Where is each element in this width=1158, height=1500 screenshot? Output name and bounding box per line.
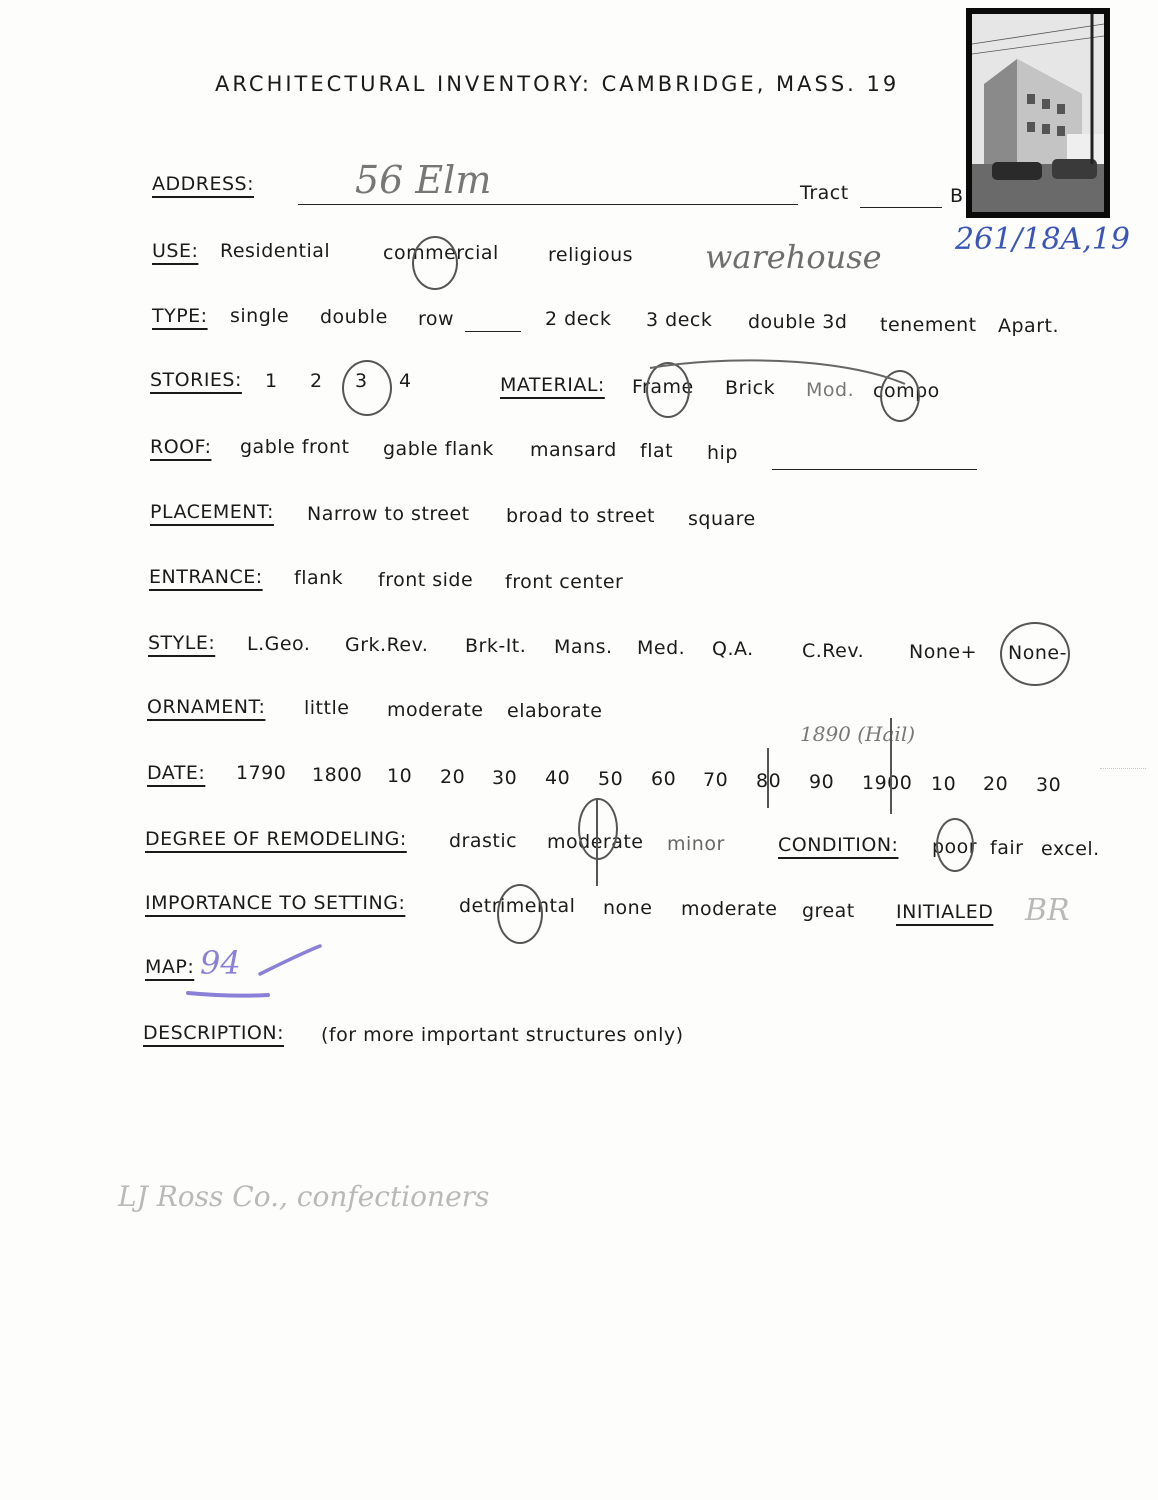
description-label: DESCRIPTION: xyxy=(143,1022,285,1044)
condition-option-poor: poor xyxy=(932,836,978,858)
stories-option-4: 4 xyxy=(399,370,412,392)
description-note: (for more important structures only) xyxy=(321,1024,684,1046)
roof-option-gable-flank: gable flank xyxy=(383,438,494,460)
style-option-l-geo: L.Geo. xyxy=(247,633,311,655)
importance-label: IMPORTANCE TO SETTING: xyxy=(145,892,406,914)
initialed-value: BR xyxy=(1025,893,1070,928)
style-label: STYLE: xyxy=(148,632,216,654)
date-annotation: 1890 (Hail) xyxy=(800,722,916,746)
roof-option-mansard: mansard xyxy=(530,439,617,461)
date-option-60: 60 xyxy=(651,768,677,790)
date-option-70: 70 xyxy=(703,769,729,791)
placement-label: PLACEMENT: xyxy=(150,501,274,523)
map-value: 94 xyxy=(200,944,241,982)
importance-circle-mark xyxy=(497,884,543,944)
initialed-label: INITIALED xyxy=(896,901,994,923)
address-line xyxy=(298,204,798,205)
date-mark-1890-start xyxy=(767,748,769,808)
type-option-tenement: tenement xyxy=(880,314,977,336)
type-option-single: single xyxy=(230,305,290,327)
type-option-2-deck: 2 deck xyxy=(545,308,612,330)
material-bracket-line xyxy=(640,356,920,396)
entrance-label: ENTRANCE: xyxy=(149,566,263,588)
condition-circle-mark xyxy=(936,818,974,872)
material-option-frame: Frame xyxy=(632,376,694,398)
style-option-mans: Mans. xyxy=(554,636,613,658)
stories-option-2: 2 xyxy=(310,370,323,392)
remodeling-circle-mark xyxy=(578,798,618,860)
address-value: 56 Elm xyxy=(355,158,492,202)
ornament-option-little: little xyxy=(304,697,350,719)
map-pen-strokes xyxy=(180,938,330,1002)
style-option-c-rev: C.Rev. xyxy=(802,640,865,662)
style-option-grk-rev: Grk.Rev. xyxy=(345,634,429,656)
roof-blank-line xyxy=(772,469,977,470)
date-option-20a: 20 xyxy=(440,766,466,788)
building-photo-image xyxy=(972,14,1104,212)
ornament-label: ORNAMENT: xyxy=(147,696,266,718)
style-option-brk-it: Brk-It. xyxy=(465,635,527,657)
remodeling-option-minor: minor xyxy=(667,833,725,855)
style-circle-mark xyxy=(1000,622,1070,686)
date-option-30a: 30 xyxy=(492,767,518,789)
placement-option-square: square xyxy=(688,508,756,530)
use-write-in: warehouse xyxy=(705,238,882,276)
use-label: USE: xyxy=(152,240,199,262)
stories-circle-mark xyxy=(342,360,392,416)
date-option-30b: 30 xyxy=(1036,774,1062,796)
type-option-row: row xyxy=(418,308,455,330)
remodeling-label: DEGREE OF REMODELING: xyxy=(145,828,407,850)
type-option-apart: Apart. xyxy=(998,315,1060,337)
importance-option-detrimental: detrimental xyxy=(459,895,576,917)
type-blank-line xyxy=(465,331,521,332)
condition-option-excel: excel. xyxy=(1041,838,1100,860)
b-label: B xyxy=(950,185,964,207)
stories-label: STORIES: xyxy=(150,369,242,391)
building-photo xyxy=(966,8,1110,218)
importance-option-none: none xyxy=(603,897,653,919)
roof-option-hip: hip xyxy=(707,442,738,464)
type-label: TYPE: xyxy=(152,305,208,327)
condition-label: CONDITION: xyxy=(778,834,899,856)
use-circle-mark xyxy=(412,236,458,290)
date-option-1800: 1800 xyxy=(312,764,363,786)
date-option-10b: 10 xyxy=(931,773,957,795)
date-option-80: 80 xyxy=(756,770,782,792)
importance-option-moderate: moderate xyxy=(681,898,778,920)
remodeling-strike-line xyxy=(596,798,598,886)
date-option-1900: 1900 xyxy=(862,772,913,794)
date-option-50: 50 xyxy=(598,768,624,790)
address-label: ADDRESS: xyxy=(152,173,254,195)
form-title: ARCHITECTURAL INVENTORY: CAMBRIDGE, MASS. 19 xyxy=(215,72,900,96)
type-option-double: double xyxy=(320,306,388,328)
entrance-option-front-center: front center xyxy=(505,571,624,593)
type-option-double-3d: double 3d xyxy=(748,311,848,333)
roof-option-flat: flat xyxy=(640,440,674,462)
material-label: MATERIAL: xyxy=(500,374,605,396)
paper-smudge xyxy=(1100,768,1146,777)
entrance-option-front-side: front side xyxy=(378,569,474,591)
importance-option-great: great xyxy=(802,900,855,922)
remodeling-option-moderate: moderate xyxy=(547,831,644,853)
use-option-commercial: commercial xyxy=(383,242,499,264)
date-option-1790: 1790 xyxy=(236,762,287,784)
roof-option-gable-front: gable front xyxy=(240,436,350,458)
placement-option-narrow: Narrow to street xyxy=(307,503,470,525)
type-option-3-deck: 3 deck xyxy=(646,309,713,331)
remodeling-option-drastic: drastic xyxy=(449,830,518,852)
date-option-40: 40 xyxy=(545,767,571,789)
handwritten-note: LJ Ross Co., confectioners xyxy=(118,1180,490,1213)
style-option-qa: Q.A. xyxy=(712,638,754,660)
use-option-residential: Residential xyxy=(220,240,331,262)
date-option-90: 90 xyxy=(809,771,835,793)
reference-number: 261/18A,19 xyxy=(955,222,1130,257)
tract-line xyxy=(860,207,942,208)
entrance-option-flank: flank xyxy=(294,567,344,589)
roof-label: ROOF: xyxy=(150,436,212,458)
style-option-none-plus: None+ xyxy=(909,641,977,663)
style-option-none-minus: None- xyxy=(1008,642,1067,664)
date-mark-1900 xyxy=(890,718,892,814)
material-option-mod: Mod. xyxy=(806,379,855,401)
date-label: DATE: xyxy=(147,762,206,784)
use-option-religious: religious xyxy=(548,244,634,266)
material-option-brick: Brick xyxy=(725,377,776,399)
ornament-option-moderate: moderate xyxy=(387,699,484,721)
stories-option-1: 1 xyxy=(265,370,278,392)
stories-option-3: 3 xyxy=(355,370,368,392)
style-option-med: Med. xyxy=(637,637,686,659)
condition-option-fair: fair xyxy=(990,837,1024,859)
ornament-option-elaborate: elaborate xyxy=(507,700,603,722)
placement-option-broad: broad to street xyxy=(506,505,656,527)
material-option-compo: compo xyxy=(873,380,940,402)
date-option-20b: 20 xyxy=(983,773,1009,795)
date-option-10a: 10 xyxy=(387,765,413,787)
map-label: MAP: xyxy=(145,956,195,978)
tract-label: Tract xyxy=(800,182,849,204)
